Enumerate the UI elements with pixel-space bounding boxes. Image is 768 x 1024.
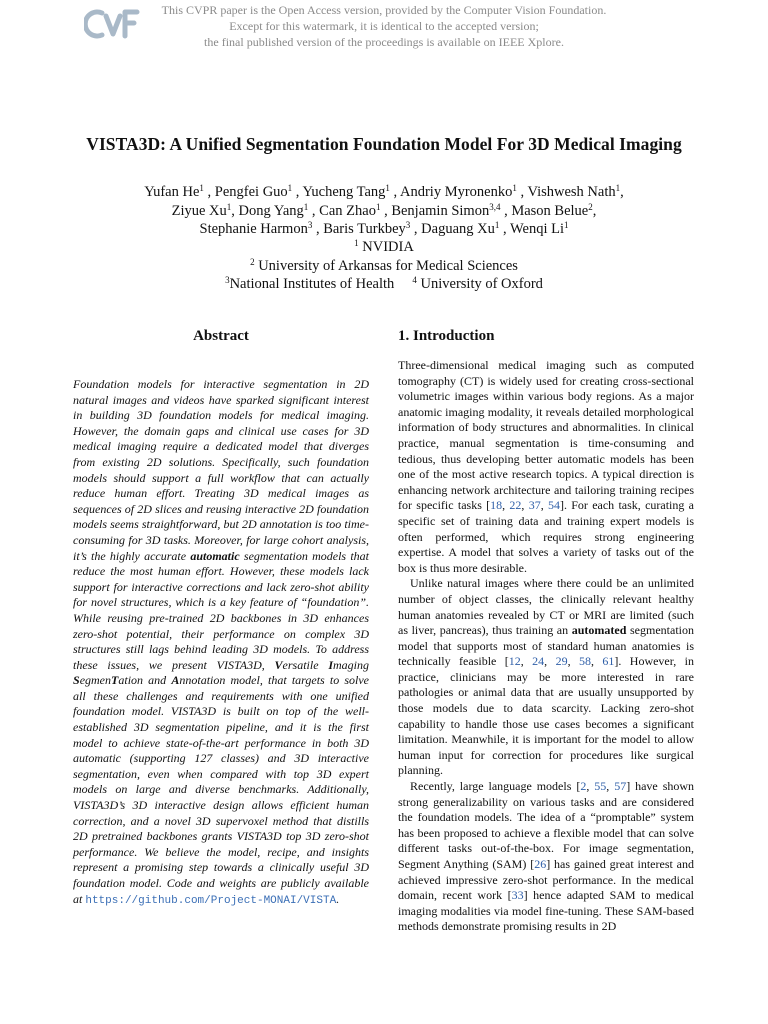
- citation-link[interactable]: 37: [528, 498, 541, 513]
- affiliation-arkansas: $^2$ University of Arkansas for Medical Sciences: [250, 256, 518, 274]
- intro-paragraph-2: Unlike natural images where there could be an unlimited number of object classes, the clinically relevant healthy human anatomies revealed by CT or MRI are limited (such as liver, pancreas), thus training an automated segmentation model that supports most of standard human anatomies is technically feasible [12, 24, 29, 58, 61]. However, in practice, clinicians may be more interested in rare pathologies or animal data that are usually unsupported by those models due to data scarcity. Lacking zero-shot capability to handle those use cases becomes a significant limitation. Meanwhile, it is important for the model to allow human input for correction for procedures like surgical planning.: [398, 576, 695, 778]
- author: Baris Turkbey: [323, 221, 406, 237]
- citation-link[interactable]: 18: [490, 498, 503, 513]
- citation-link[interactable]: 33: [511, 888, 524, 903]
- watermark-line-1: This CVPR paper is the Open Access version, provided by the Computer Vision Foundation.: [161, 3, 607, 17]
- paper-title: VISTA3D: A Unified Segmentation Foundation Model For 3D Medical Imaging: [86, 134, 682, 154]
- author-line-3: Stephanie Harmon$^3$ , Baris Turkbey$^3$ , Daguang Xu$^1$ , Wenqi Li$^1$: [199, 220, 569, 237]
- citation-link[interactable]: 54: [547, 498, 560, 513]
- citation-link[interactable]: 24: [532, 654, 545, 669]
- author-line-1: Yufan He$^1$ , Pengfei Guo$^1$ , Yucheng Tang$^1$ , Andriy Myronenko$^1$ , Vishwesh Nath$^1$,: [144, 183, 624, 200]
- code-repository-link[interactable]: https://github.com/Project-MONAI/VISTA: [85, 894, 337, 907]
- intro-paragraph-3: Recently, large language models [2, 55, 57] have shown strong generalizability on various tasks and are considered the foundation models. The idea of a “promptable” system has been proposed to achieve a flexible model that can solve different tasks out-of-the-box. For image segmentation, Segment Anything (SAM) [26] has gained great interest and achieved impressive zero-shot performance. In the medical domain, recent work [33] hence adapted SAM to medical imaging modalities via model fine-tuning. These SAM-based methods demonstrate promising results in 2D: [398, 779, 695, 934]
- affiliation-nih-oxford: $^3$National Institutes of Health $^4$ University of Oxford: [225, 275, 543, 292]
- watermark-line-3: the final published version of the proceedings is available on IEEE Xplore.: [204, 35, 564, 49]
- author: Mason Belue: [511, 202, 589, 219]
- citation-link[interactable]: 29: [555, 654, 568, 669]
- introduction-heading: 1. Introduction: [398, 328, 495, 344]
- citation-link[interactable]: 2: [580, 779, 587, 794]
- open-access-watermark: [0, 2, 768, 50]
- author: Wenqi Li: [510, 221, 564, 237]
- author: Andriy Myronenko: [399, 184, 513, 200]
- author: Ziyue Xu: [171, 202, 227, 219]
- citation-link[interactable]: 22: [509, 498, 522, 513]
- citation-link[interactable]: 61: [602, 654, 615, 669]
- author: Can Zhao: [319, 202, 376, 219]
- abstract-body: Foundation models for interactive segmentation in 2D natural images and videos have sparked significant interest in building 3D foundation models for medical imaging. However, the domain gaps and clinical use cases for 3D medical imaging require a dedicated model that diverges from existing 2D solutions. Specifically, such foundation models should support a full workflow that can actually reduce human effort. Treating 3D medical images as sequences of 2D slices and reusing interactive 2D foundation models seems straightforward, but 2D annotation is too time-consuming for 3D tasks. Moreover, for large cohort analysis, it’s the highly accurate automatic segmentation models that reduce the most human effort. However, these models lack support for interactive corrections and lack zero-shot ability for novel structures, which is a key feature of “foundation”. While reusing pre-trained 2D backbones in 3D enhances zero-shot potential, their performance on complex 3D structures still lags behind leading 3D models. To address these issues, we present VISTA3D, Versatile Imaging SegmenTation and Annotation model, that targets to solve all these challenges and requirements with one unified foundation model. VISTA3D is built on top of the well-established 3D segmentation pipeline, and it is the first model to achieve state-of-the-art performance in both 3D automatic (supporting 127 classes) and 3D interactive segmentation, even when compared with top 3D expert models on large and diverse benchmarks. Additionally, VISTA3D’s 3D interactive design allows efficient human correction, and a novel 3D supervoxel method that distills 2D pretrained backbones grants VISTA3D top 3D zero-shot performance. We believe the model, recipe, and insights represent a promising step towards a clinically useful 3D foundation model. Code and weights are publicly available at https://github.com/Project-MONAI/VISTA.: [73, 377, 370, 907]
- citation-link[interactable]: 57: [614, 779, 627, 794]
- author: Stephanie Harmon: [199, 221, 308, 237]
- affiliation-list: [0, 238, 768, 294]
- author: Daguang Xu: [421, 221, 495, 237]
- author: Vishwesh Nath: [527, 184, 616, 200]
- author: Yufan He: [144, 184, 200, 200]
- author-line-2: Ziyue Xu$^1$, Dong Yang$^1$ , Can Zhao$^1$ , Benjamin Simon$^{3,4}$ , Mason Belue$^2$,: [171, 201, 597, 219]
- affiliation-nvidia: $^1$ NVIDIA: [354, 238, 414, 255]
- author: Yucheng Tang: [302, 184, 386, 200]
- citation-link[interactable]: 58: [578, 654, 591, 669]
- author: Benjamin Simon: [391, 202, 490, 219]
- introduction-body: [398, 358, 694, 935]
- abstract-heading: Abstract: [193, 328, 249, 344]
- citation-link[interactable]: 26: [534, 857, 547, 871]
- watermark-line-2: Except for this watermark, it is identical to the accepted version;: [229, 19, 539, 33]
- author: Pengfei Guo: [214, 184, 288, 200]
- author-list: [0, 183, 768, 239]
- author: Dong Yang: [238, 202, 304, 219]
- citation-link[interactable]: 55: [594, 779, 607, 794]
- intro-paragraph-1: Three-dimensional medical imaging such as computed tomography (CT) is widely used for creating cross-sectional volumetric images within various body regions. As a major anatomic imaging modality, it reveals detailed morphological information of body structures and abnormalities. In clinical practice, manual segmentation is time-consuming and tedious, thus developing better automatic models has been one of the most active research topics. A typical direction is enhancing network architecture and tailoring training recipes for specific tasks [18, 22, 37, 54]. For each task, curating a specific set of training data and training expert models is often performed, which requires strong engineering expertise. A model that solves a variety of tasks out of the box is thus more desirable.: [398, 358, 694, 575]
- citation-link[interactable]: 12: [508, 654, 521, 669]
